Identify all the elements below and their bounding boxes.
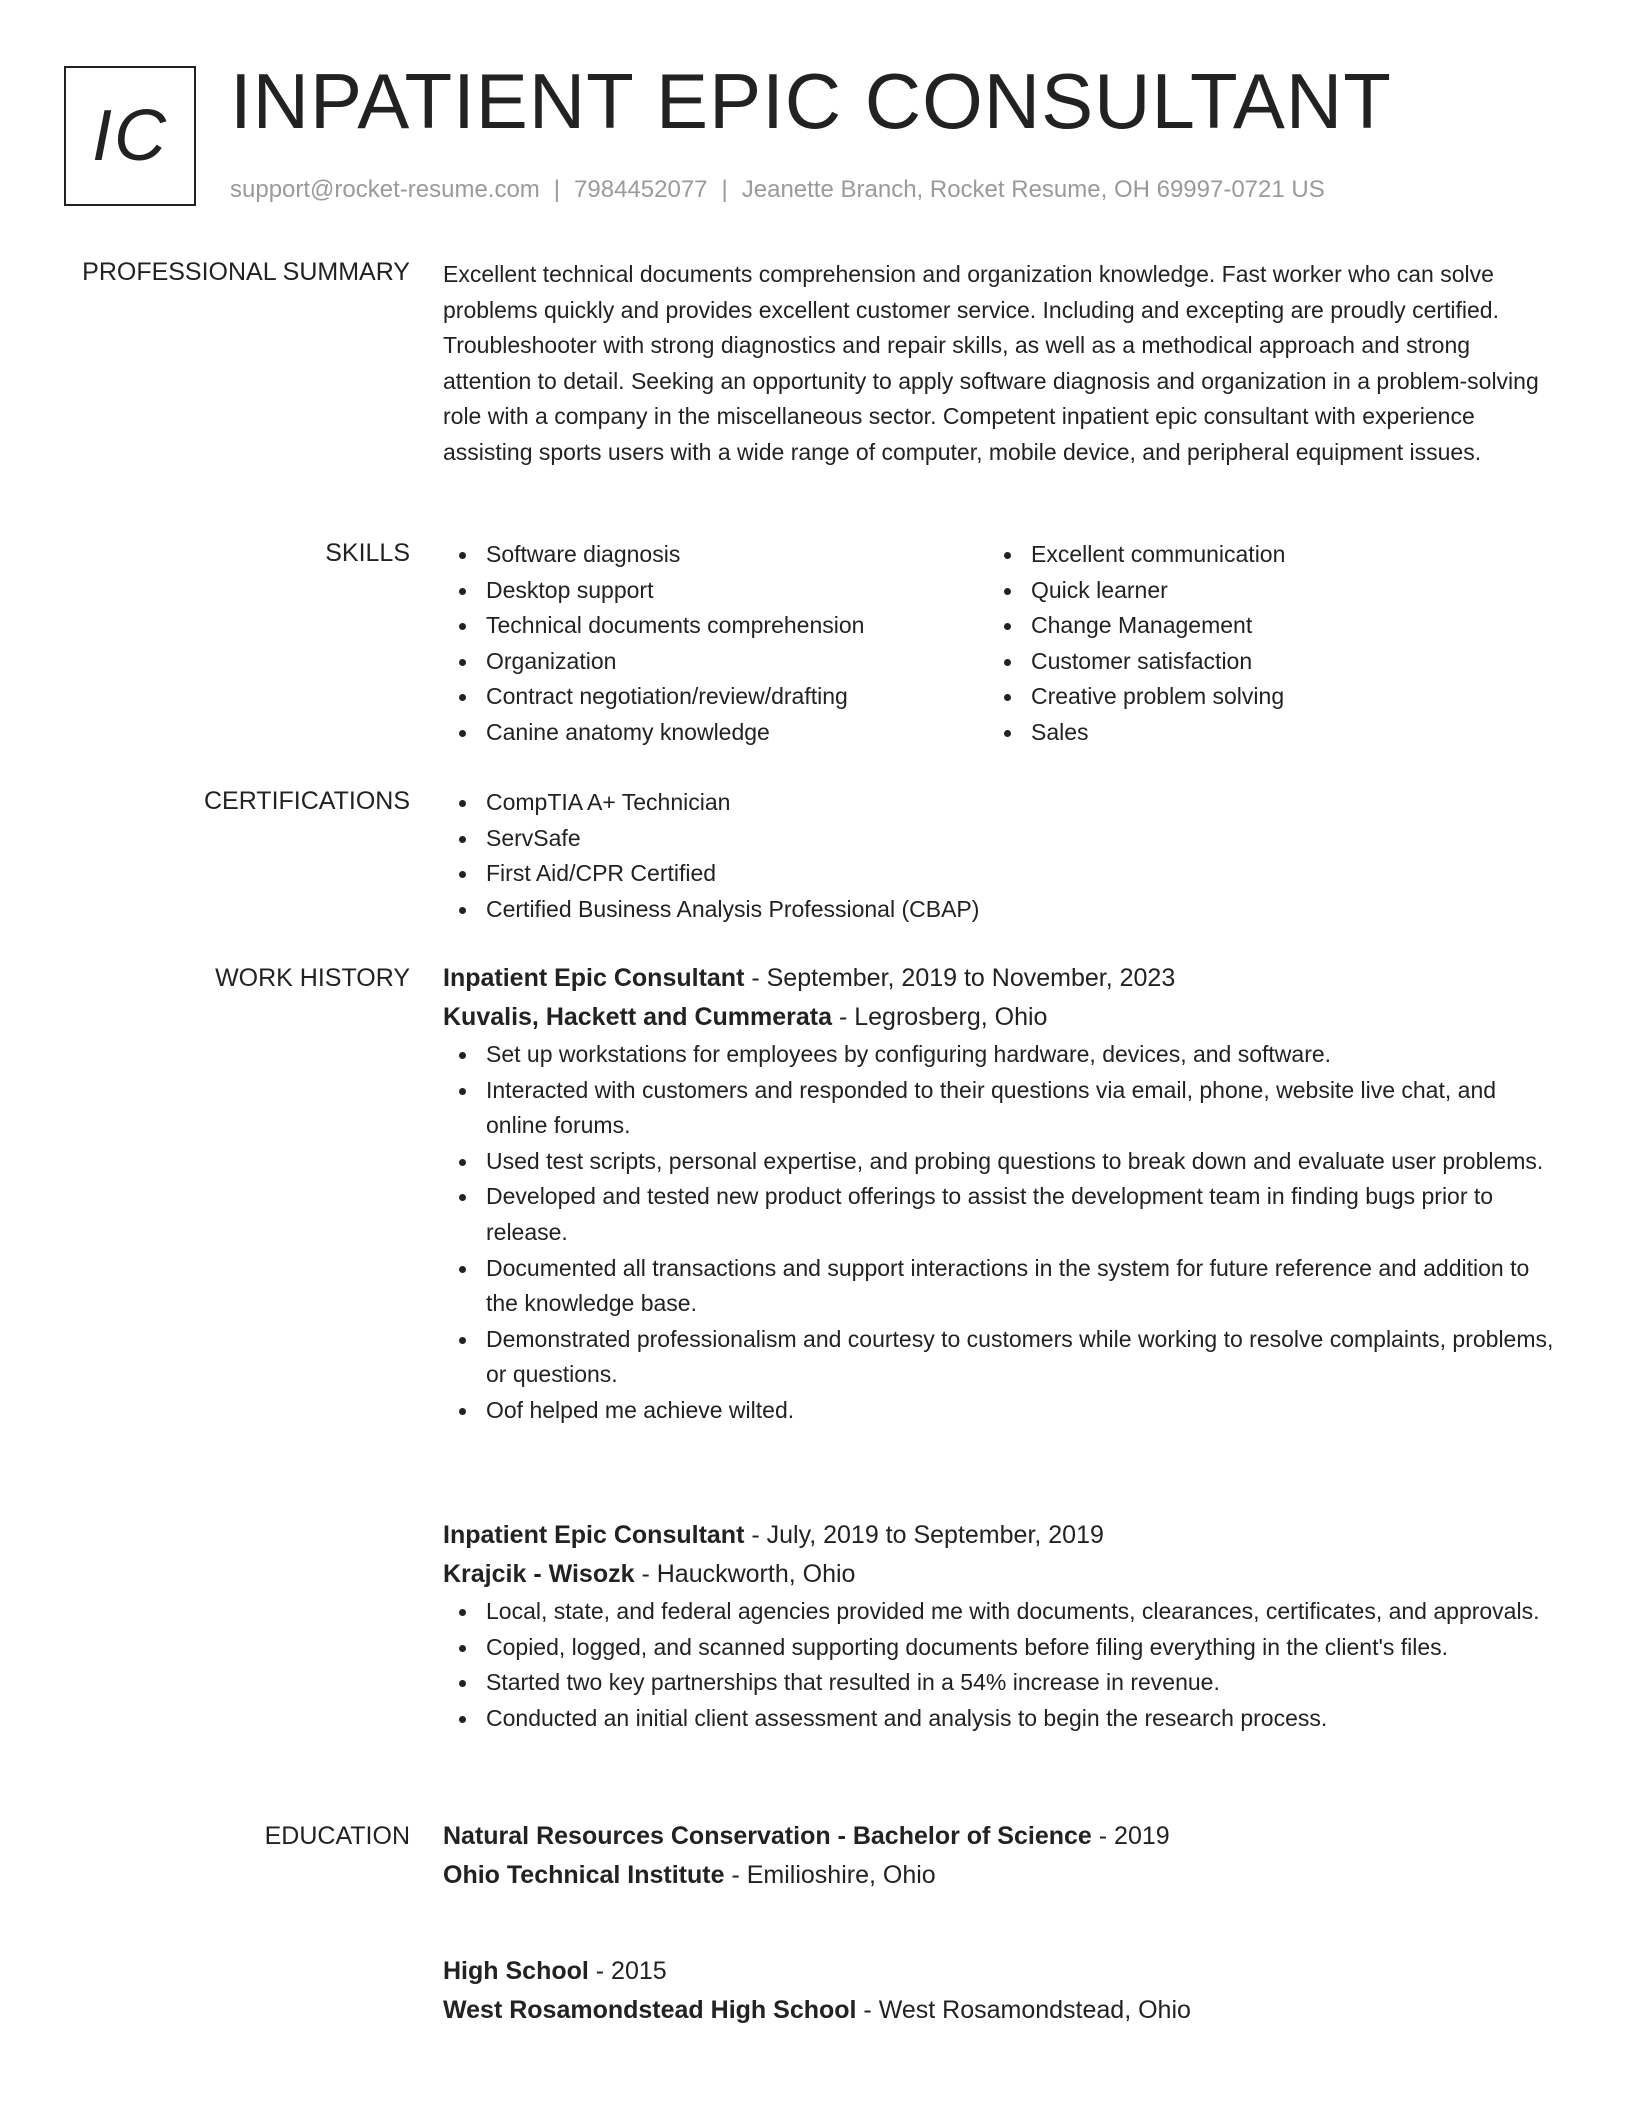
job-title-line: [443, 1516, 1558, 1555]
work-history-section-2: [443, 1516, 1558, 1736]
job-title-line: [443, 959, 1558, 998]
education-section-2: [443, 1952, 1558, 2030]
education-entry: [443, 1817, 1558, 1895]
school-location: - West Rosamondstead, Ohio: [856, 1996, 1191, 2024]
skill-item: Software diagnosis: [443, 537, 988, 573]
skill-item: Sales: [988, 715, 1533, 751]
job-bullet: Developed and tested new product offerings to assist the development team in finding bugs prior to release.: [443, 1179, 1558, 1250]
education-entry: [443, 1952, 1558, 2030]
school-line: [443, 1856, 1558, 1895]
job-bullet: Conducted an initial client assessment and analysis to begin the research process.: [443, 1701, 1558, 1737]
job-title: Inpatient Epic Consultant: [443, 1521, 745, 1549]
school-name: West Rosamondstead High School: [443, 1996, 857, 2024]
certification-item: First Aid/CPR Certified: [443, 856, 1558, 892]
certification-item: ServSafe: [443, 821, 1558, 857]
job-bullet: Documented all transactions and support interactions in the system for future reference and addition to the knowledge base.: [443, 1251, 1558, 1322]
degree-name: High School: [443, 1957, 589, 1985]
skill-item: Excellent communication: [988, 537, 1533, 573]
skills-section: [443, 537, 1558, 751]
job-dates: - July, 2019 to September, 2019: [744, 1521, 1104, 1549]
job-company: Kuvalis, Hackett and Cummerata: [443, 1003, 833, 1031]
contact-separator: |: [553, 176, 561, 203]
job-entry: [443, 959, 1558, 1429]
certifications-list: [443, 785, 1558, 927]
job-bullet: Local, state, and federal agencies provided me with documents, clearances, certificates, and approvals.: [443, 1594, 1558, 1630]
school-line: [443, 1991, 1558, 2030]
contact-line: [230, 176, 1325, 204]
skill-item: Customer satisfaction: [988, 644, 1533, 680]
monogram-badge: [64, 66, 196, 206]
skill-item: Technical documents comprehension: [443, 608, 988, 644]
job-bullet-list: [443, 1037, 1558, 1429]
job-company-line: [443, 998, 1558, 1037]
job-bullet: Copied, logged, and scanned supporting documents before filing everything in the client's files.: [443, 1630, 1558, 1666]
degree-year: - 2015: [588, 1957, 667, 1985]
education-section: [443, 1817, 1558, 1895]
skill-item: Canine anatomy knowledge: [443, 715, 988, 751]
school-location: - Emilioshire, Ohio: [724, 1861, 936, 1889]
skill-item: Desktop support: [443, 573, 988, 609]
job-bullet-list: [443, 1594, 1558, 1736]
job-bullet: Started two key partnerships that resulted in a 54% increase in revenue.: [443, 1665, 1558, 1701]
certification-item: CompTIA A+ Technician: [443, 785, 1558, 821]
job-bullet: Demonstrated professionalism and courtesy to customers while working to resolve complaints, problems, or questions.: [443, 1322, 1558, 1393]
skill-item: Change Management: [988, 608, 1533, 644]
section-label-certifications: CERTIFICATIONS: [203, 787, 410, 815]
job-location: - Hauckworth, Ohio: [634, 1560, 856, 1588]
skill-item: Quick learner: [988, 573, 1533, 609]
job-dates: - September, 2019 to November, 2023: [744, 964, 1176, 992]
degree-name: Natural Resources Conservation - Bachelor of Science: [443, 1822, 1092, 1850]
candidate-name: INPATIENT EPIC CONSULTANT: [230, 57, 1392, 145]
contact-email[interactable]: support@rocket-resume.com: [230, 176, 540, 203]
section-label-summary: PROFESSIONAL SUMMARY: [82, 258, 410, 286]
certification-item: Certified Business Analysis Professional (CBAP): [443, 892, 1558, 928]
section-label-education: EDUCATION: [264, 1822, 410, 1850]
degree-line: [443, 1952, 1558, 1991]
skills-list-left: [443, 537, 988, 751]
job-bullet: Oof helped me achieve wilted.: [443, 1393, 1558, 1429]
job-bullet: Set up workstations for employees by configuring hardware, devices, and software.: [443, 1037, 1558, 1073]
section-label-skills: SKILLS: [325, 539, 410, 567]
monogram-initials: IC: [92, 96, 168, 176]
job-bullet: Used test scripts, personal expertise, and probing questions to break down and evaluate user problems.: [443, 1144, 1558, 1180]
job-bullet: Interacted with customers and responded to their questions via email, phone, website live chat, and online forums.: [443, 1073, 1558, 1144]
skill-item: Organization: [443, 644, 988, 680]
degree-line: [443, 1817, 1558, 1856]
job-entry: [443, 1516, 1558, 1736]
job-company-line: [443, 1555, 1558, 1594]
summary-section: [443, 257, 1558, 471]
job-title: Inpatient Epic Consultant: [443, 964, 745, 992]
skills-list-right: [988, 537, 1533, 751]
contact-phone[interactable]: 7984452077: [574, 176, 708, 203]
contact-address: Jeanette Branch, Rocket Resume, OH 69997-0721 US: [741, 176, 1325, 203]
summary-text: Excellent technical documents comprehension and organization knowledge. Fast worker who can solve problems quickly and provides excellent customer service. Including and excepting are proudly certified. Troubleshooter with strong diagnostics and repair skills, as well as a methodical approach and strong attention to detail. Seeking an opportunity to apply software diagnosis and organization in a problem-solving role with a company in the miscellaneous sector. Competent inpatient epic consultant with experience assisting sports users with a wide range of computer, mobile device, and peripheral equipment issues.: [443, 261, 1539, 465]
section-label-work-history: WORK HISTORY: [215, 964, 410, 992]
degree-year: - 2019: [1091, 1822, 1170, 1850]
contact-separator: |: [721, 176, 728, 203]
job-company: Krajcik - Wisozk: [443, 1560, 635, 1588]
school-name: Ohio Technical Institute: [443, 1861, 725, 1889]
certifications-section: [443, 785, 1558, 927]
skill-item: Contract negotiation/review/drafting: [443, 679, 988, 715]
job-location: - Legrosberg, Ohio: [832, 1003, 1048, 1031]
work-history-section: [443, 959, 1558, 1429]
skill-item: Creative problem solving: [988, 679, 1533, 715]
